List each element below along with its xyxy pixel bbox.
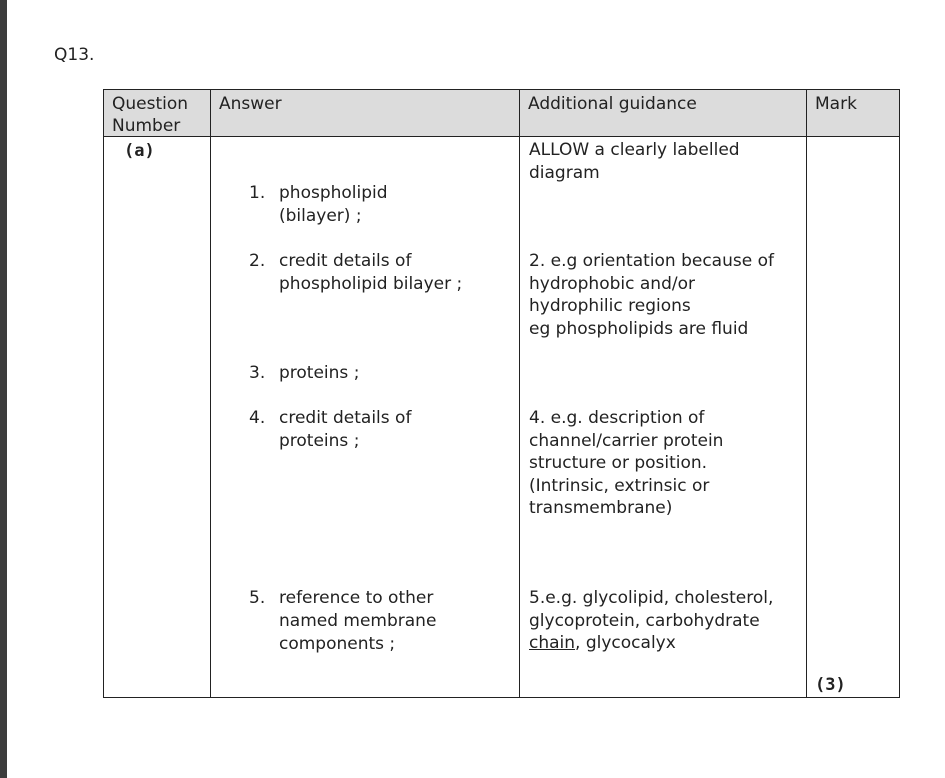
column-divider xyxy=(210,90,211,697)
guidance-5: 5.e.g. glycolipid, cholesterol, glycoprotein, carbohydrate chain, glycocalyx xyxy=(529,588,774,653)
mark-scheme-table: Question Number Answer Additional guidance Mark (a) 1. phospholipid (bilayer) ; 2. credit details of phospholipid bilayer ; 3. proteins ; 4. credit details of proteins ; 5. reference to other named membrane components ; ALLOW a clearly labelled diagram 2. e.g orientation because of hydrophobic and/or hydrophilic regions eg phospholipids are fluid 4. e.g. description of channel/carrier protein structure or position. (Intrinsic, extrinsic or transmembrane) 5.e.g. glycolipid, cholesterol, glycoprotein, carbohydrate chain, glycocalyx (3) xyxy=(103,89,900,698)
header-mark: Mark xyxy=(815,94,857,114)
header-additional-guidance: Additional guidance xyxy=(528,94,697,114)
header-answer: Answer xyxy=(219,94,282,114)
header-question-number: Question Number xyxy=(112,94,189,136)
guidance-4: 4. e.g. description of channel/carrier protein structure or position. (Intrinsic, extrinsic or transmembrane) xyxy=(529,408,724,518)
column-divider xyxy=(806,90,807,697)
guidance-allow: ALLOW a clearly labelled diagram xyxy=(529,140,740,183)
column-divider xyxy=(519,90,520,697)
window-left-edge xyxy=(0,0,7,778)
guidance-2: 2. e.g orientation because of hydrophobic and/or hydrophilic regions eg phospholipids are fluid xyxy=(529,251,774,339)
question-label: Q13. xyxy=(54,45,95,65)
part-label: (a) xyxy=(124,141,155,161)
mark-value: (3) xyxy=(815,675,846,695)
